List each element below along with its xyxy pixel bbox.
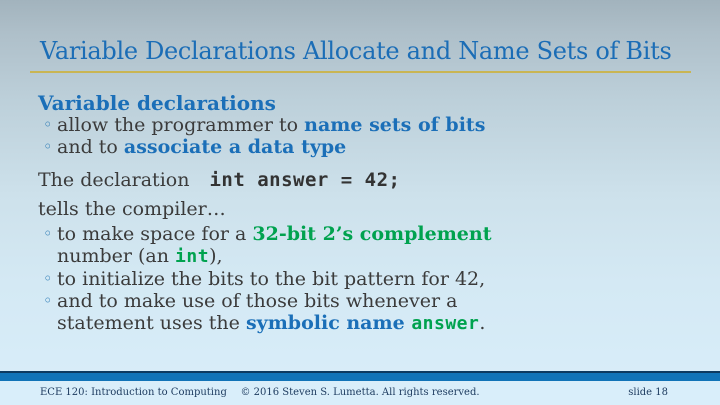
circle-bullet-icon: ◦ [43,269,53,288]
compiler-bullet-list [38,223,633,335]
bullet-text-plain: number (an [57,245,176,267]
bullet-text [57,268,633,290]
bullet-line [57,312,633,335]
footer-copyright: © 2016 Steven S. Lumetta. All rights reserved. [240,387,480,398]
bullet-line [57,245,633,268]
footer-accent-bar [0,371,720,381]
slide-body [38,84,633,335]
footer-slide-number: slide 18 [628,387,668,398]
declaration-line [38,169,633,191]
bullet-line [57,290,633,312]
bullet-text-emphasis: name sets of bits [304,114,486,136]
circle-bullet-icon: ◦ [43,137,53,156]
bullet-text-plain: . [479,312,486,334]
section-heading: Variable declarations [38,91,276,115]
slide-title: Variable Declarations Allocate and Name Sets of Bits [40,37,672,65]
bullet-item [38,268,633,290]
bullet-item [38,223,633,268]
bullet-text-code: answer [411,313,480,334]
footer-course-name: ECE 120: Introduction to Computing [40,387,227,398]
bullet-text [57,136,633,158]
bullet-item [38,290,633,335]
tells-compiler-line: tells the compiler… [38,198,226,220]
bullet-text-plain: statement uses the [57,312,246,334]
bullet-text [57,290,633,335]
declaration-code: int answer = 42; [209,169,401,191]
bullet-item [38,136,633,158]
bullet-line [57,223,633,245]
bullet-text [57,223,633,268]
bullet-text-plain: and to [57,136,124,158]
bullet-text-plain: ), [209,245,223,267]
declaration-label: The declaration [38,169,190,191]
circle-bullet-icon: ◦ [43,224,53,243]
bullet-text-emphasis: 32-bit 2’s complement [252,223,492,245]
circle-bullet-icon: ◦ [43,115,53,134]
title-underline [30,71,691,73]
footer-text-band [0,381,720,405]
bullet-text-emphasis: associate a data type [123,136,347,158]
bullet-text-plain: allow the programmer to [57,114,305,136]
circle-bullet-icon: ◦ [43,291,53,310]
bullet-text-emphasis: symbolic name [245,312,412,334]
bullet-text-plain: to make space for a [57,223,253,245]
bullet-text [57,114,633,136]
bullet-item [38,114,633,136]
bullet-text-plain: and to make use of those bits whenever a [57,290,458,312]
bullet-text-plain: to initialize the bits to the bit pattern for 42, [57,268,486,290]
slide-footer [0,371,720,405]
bullet-text-code: int [175,246,210,267]
